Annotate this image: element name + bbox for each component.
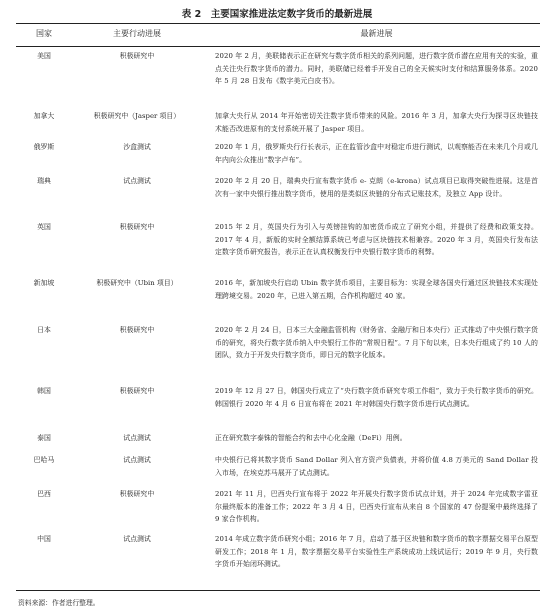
row-detail: 2020 年 2 月，美联储表示正在研究与数字货币相关的系列问题，进行数字货币潜在应用有关的实验，重点关注央行数字货币的潜力。同时，美联储已经着手开发自己的全天候实时支付和结算服务体系。2020 年 5 月 28 日发布《数字美元白皮书》。 xyxy=(215,52,538,86)
row-country: 中国 xyxy=(37,535,51,543)
row-detail: 2019 年 12 月 27 日，韩国央行成立了“央行数字货币研究专项工作组”，致力于央行数字货币的研究。韩国银行 2020 年 4 月 6 日宣布将在 2021 年对韩国央行数字货币进行试点测试。 xyxy=(215,387,538,408)
row-status: 积极研究中（Jasper 项目） xyxy=(93,112,181,120)
row-detail: 正在研究数字泰铢的智能合约和去中心化金融（DeFi）用例。 xyxy=(215,434,407,442)
table-title: 表 2 主要国家推进法定数字货币的最新进展 xyxy=(181,9,373,20)
row-detail: 加拿大央行从 2014 年开始密切关注数字货币带来的风险。2016 年 3 月，加拿大央行为探寻区块链技术能否改进原有的支付系统开展了 Jasper 项目。 xyxy=(215,112,538,133)
row-country: 瑞典 xyxy=(37,177,51,185)
row-detail: 2021 年 11 月，巴西央行宣布将于 2022 年开展央行数字货币试点计划，并于 2024 年完成数字雷亚尔最终版本的准备工作；2022 年 3 月 4 日，巴西央行宣布从来自 8 个国家的 47 份提案中最终选择了 9 家合作机构。 xyxy=(215,490,538,524)
row-status: 积极研究中（Ubin 项目） xyxy=(96,279,178,287)
row-country: 巴哈马 xyxy=(33,456,55,464)
row-country: 新加坡 xyxy=(33,279,55,287)
row-detail: 中央银行已将其数字货币 Sand Dollar 列入官方资产负债表，并将价值 4.8 万美元的 Sand Dollar 投入市场，在埃克苏马展开了试点测试。 xyxy=(215,456,538,477)
row-detail: 2015 年 2 月，英国央行为引入与英镑挂钩的加密货币成立了研究小组，并提供了经费和政策支持。2017 年 4 月，新版的实时全额结算系统已考虑与区块链技术相兼容。2020 年 3 月，英国央行发布法定数字货币研究报告，表示正在认真权衡发行中央银行数字货币的利弊。 xyxy=(215,223,538,257)
row-country: 泰国 xyxy=(37,434,51,442)
row-country: 英国 xyxy=(37,223,51,231)
table-header xyxy=(16,28,540,42)
bottom-rule xyxy=(16,590,540,591)
row-country: 韩国 xyxy=(37,387,51,395)
header-rule xyxy=(16,46,540,47)
row-country: 俄罗斯 xyxy=(33,143,55,151)
header-status: 主要行动进展 xyxy=(113,29,161,38)
row-status: 试点测试 xyxy=(123,456,151,464)
row-status: 沙盒测试 xyxy=(123,143,151,151)
row-status: 积极研究中 xyxy=(119,387,155,395)
header-country: 国家 xyxy=(36,29,52,38)
row-country: 加拿大 xyxy=(33,112,55,120)
row-country: 巴西 xyxy=(37,490,51,498)
row-status: 积极研究中 xyxy=(119,490,155,498)
row-detail: 2014 年成立数字货币研究小组；2016 年 7 月，启动了基于区块链和数字货币的数字票据交易平台原型研发工作；2018 年 1 月，数字票据交易平台实验性生产系统成功上线试运行；2019 年 9 月，央行数字货币开始闭环测试。 xyxy=(215,535,538,569)
row-status: 试点测试 xyxy=(123,535,151,543)
source-note: 资料来源：作者进行整理。 xyxy=(18,599,100,607)
row-status: 积极研究中 xyxy=(119,223,155,231)
row-status: 积极研究中 xyxy=(119,52,155,60)
row-country: 美国 xyxy=(37,52,51,60)
row-detail: 2020 年 1 月，俄罗斯央行行长表示，正在监管沙盒中对稳定币进行测试，以观察能否在未来几个月或几年内向公众推出“数字卢布”。 xyxy=(215,143,538,164)
row-status: 试点测试 xyxy=(123,434,151,442)
row-detail: 2016 年，新加坡央行启动 Ubin 数字货币项目，主要目标为：实现全球各国央行通过区块链技术实现处理跨境交易。2020 年，已进入第五期，合作机构超过 40 家。 xyxy=(215,279,538,300)
row-status: 积极研究中 xyxy=(119,326,155,334)
row-detail: 2020 年 2 月 20 日，瑞典央行宣布数字货币 e- 克朗（e-krona）试点项目已取得突破性进展。这是首次有一家中央银行推出数字货币，使用的是类似区块链的分布式记账技术，及独立 App 设计。 xyxy=(215,177,538,198)
row-detail: 2020 年 2 月 24 日，日本三大金融监管机构（财务省、金融厅和日本央行）正式推动了中央银行数字货币的研究，将央行数字货币纳入中央银行工作的“常规日程”。7 月下旬以来，日本央行组成了约 10 人的团队，致力于开发央行数字货币，即日元的数字化版本。 xyxy=(215,326,538,360)
row-status: 试点测试 xyxy=(123,177,151,185)
header-detail: 最新进展 xyxy=(360,29,393,38)
row-country: 日本 xyxy=(37,326,51,334)
top-rule xyxy=(16,23,540,24)
